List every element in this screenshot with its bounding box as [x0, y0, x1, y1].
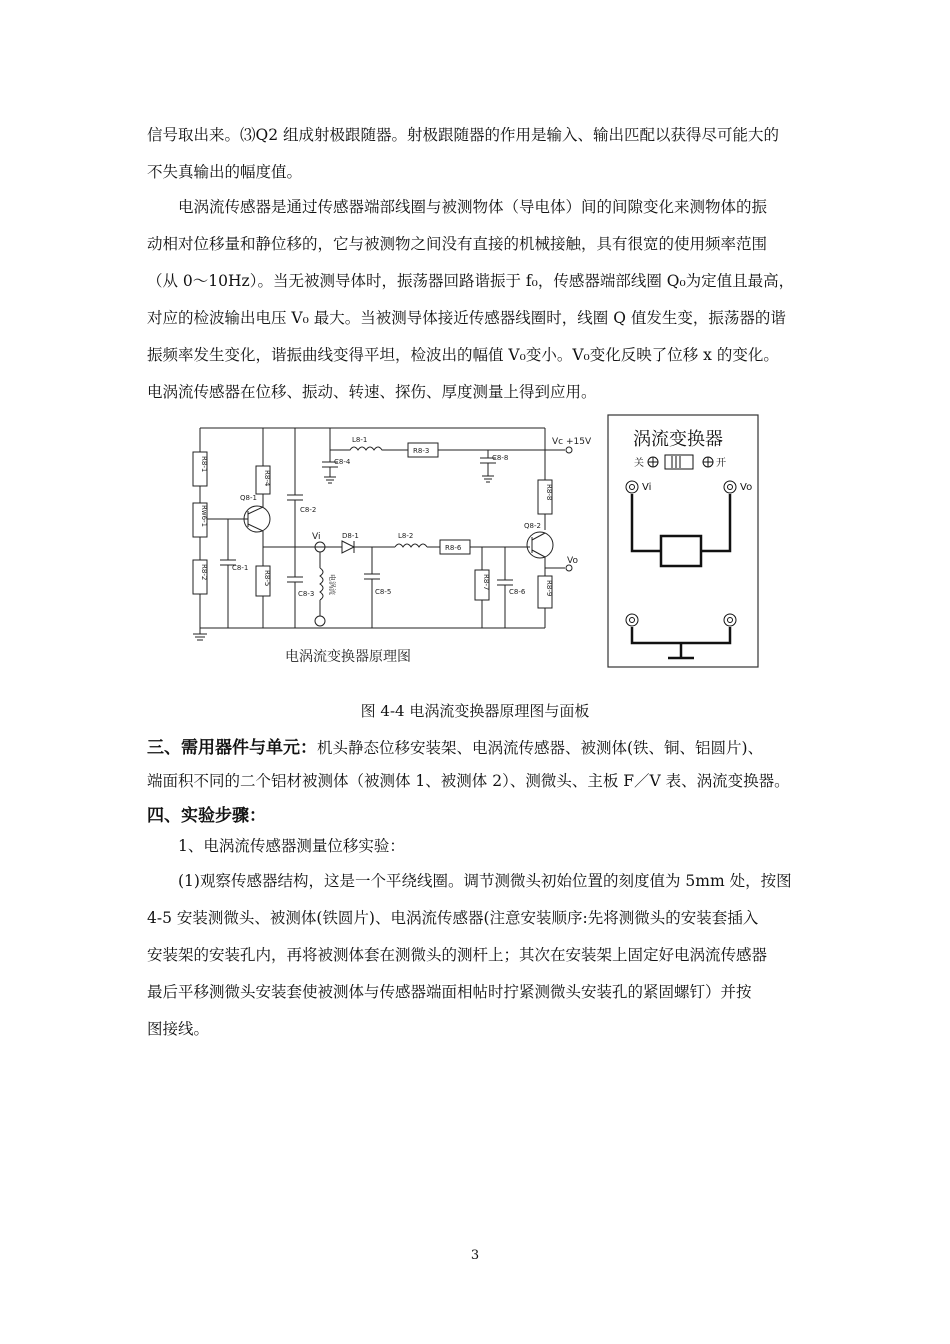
label-c8-4: C8-4 [334, 458, 351, 466]
panel-vi-label: Vi [642, 482, 652, 493]
label-q8-1: Q8-1 [240, 494, 257, 502]
section-3-title: 三、需用器件与单元： [147, 738, 317, 758]
text-line: 电涡流传感器在位移、振动、转速、探伤、厚度测量上得到应用。 [147, 383, 597, 401]
label-r8-1: R8-1 [200, 456, 208, 473]
text-line: 不失真输出的幅度值。 [147, 163, 303, 181]
text-line: 4-5 安装测微头、被测体(铁圆片)、电涡流传感器(注意安装顺序:先将测微头的安装套插入 [147, 909, 759, 927]
text-line: 最后平移测微头安装套使被测体与传感器端面相帖时拧紧测微头安装孔的紧固螺钉）并按 [147, 983, 752, 1001]
paragraph-1 [147, 117, 805, 191]
label-c8-5: C8-5 [375, 588, 392, 596]
label-r8-9: R8-9 [545, 580, 553, 597]
step-1 [147, 828, 805, 865]
text-line: 对应的检波输出电压 V₀ 最大。当被测导体接近传感器线圈时，线圈 Q 值发生变，振荡器的谐 [147, 309, 786, 327]
text-line: （从 0～10Hz）。当无被测导体时，振荡器回路谐振于 f₀，传感器端部线圈 Q₀为定值且最高， [147, 272, 795, 290]
label-c8-2: C8-2 [300, 506, 317, 514]
label-r8-6: R8-6 [445, 544, 462, 552]
text-line: 端面积不同的二个铝材被测体（被测体 1、被测体 2）、测微头、主板 F／V 表、涡流变换器。 [147, 772, 790, 790]
panel-on-label: 开 [716, 458, 726, 469]
label-vi: Vi [312, 532, 321, 542]
text-line: 振频率发生变化，谐振曲线变得平坦，检波出的幅值 V₀变小。V₀变化反映了位移 x 的变化。 [147, 346, 779, 364]
label-vc: Vc +15V [552, 437, 592, 447]
section-3-heading [147, 733, 763, 758]
label-l8-1: L8-1 [352, 436, 368, 444]
label-c8-3: C8-3 [298, 590, 315, 598]
text-line: 图接线。 [147, 1020, 210, 1038]
text-line: 1、电涡流传感器测量位移实验： [147, 837, 405, 855]
label-q8-2: Q8-2 [524, 522, 541, 530]
page-number: 3 [470, 1248, 480, 1263]
section-3-text: 机头静态位移安装架、电涡流传感器、被测体(铁、铜、铝圆片)、 [317, 739, 764, 757]
step-1-1 [147, 863, 805, 1048]
converter-panel [605, 412, 760, 672]
circuit-title: 电涡流变换器原理图 [285, 649, 411, 665]
figure-caption: 图 4-4 电涡流变换器原理图与面板 [360, 702, 590, 720]
panel-vo-label: Vo [740, 482, 753, 493]
label-d8-1: D8-1 [342, 532, 359, 540]
label-r8-8: R8-8 [545, 484, 553, 501]
label-vo: Vo [567, 556, 578, 566]
text-line: 动相对位移量和静位移的，它与被测物之间没有直接的机械接触，具有很宽的使用频率范围 [147, 235, 768, 253]
text-line: (1)观察传感器结构，这是一个平绕线圈。调节测微头初始位置的刻度值为 5mm 处，按图 [147, 872, 792, 890]
section-4-heading: 四、实验步骤： [147, 806, 266, 826]
section-3-continued [147, 763, 805, 800]
label-r8-2: R8-2 [200, 564, 208, 581]
text-line: 电涡流传感器是通过传感器端部线圈与被测物体（导电体）间的间隙变化来测物体的振 [147, 198, 768, 216]
label-c8-8: C8-8 [492, 454, 509, 462]
label-coil: 电涡流 [328, 574, 336, 595]
label-rw6-1: Rw6-1 [200, 505, 208, 528]
panel-title: 涡流变换器 [633, 429, 723, 450]
label-c8-1: C8-1 [232, 564, 249, 572]
label-r8-7: R8-7 [482, 574, 490, 591]
label-r8-5: R8-5 [263, 570, 271, 587]
label-c8-6: C8-6 [509, 588, 526, 596]
label-r8-4: R8-4 [263, 470, 271, 487]
label-r8-3: R8-3 [413, 447, 430, 455]
label-l8-2: L8-2 [398, 532, 414, 540]
paragraph-2 [147, 189, 805, 411]
text-line: 安装架的安装孔内，再将被测体套在测微头的测杆上；其次在安装架上固定好电涡流传感器 [147, 946, 768, 964]
circuit-diagram [180, 418, 605, 673]
panel-off-label: 关 [634, 458, 644, 469]
text-line: 信号取出来。⑶Q2 组成射极跟随器。射极跟随器的作用是输入、输出匹配以获得尽可能大的 [147, 126, 779, 144]
